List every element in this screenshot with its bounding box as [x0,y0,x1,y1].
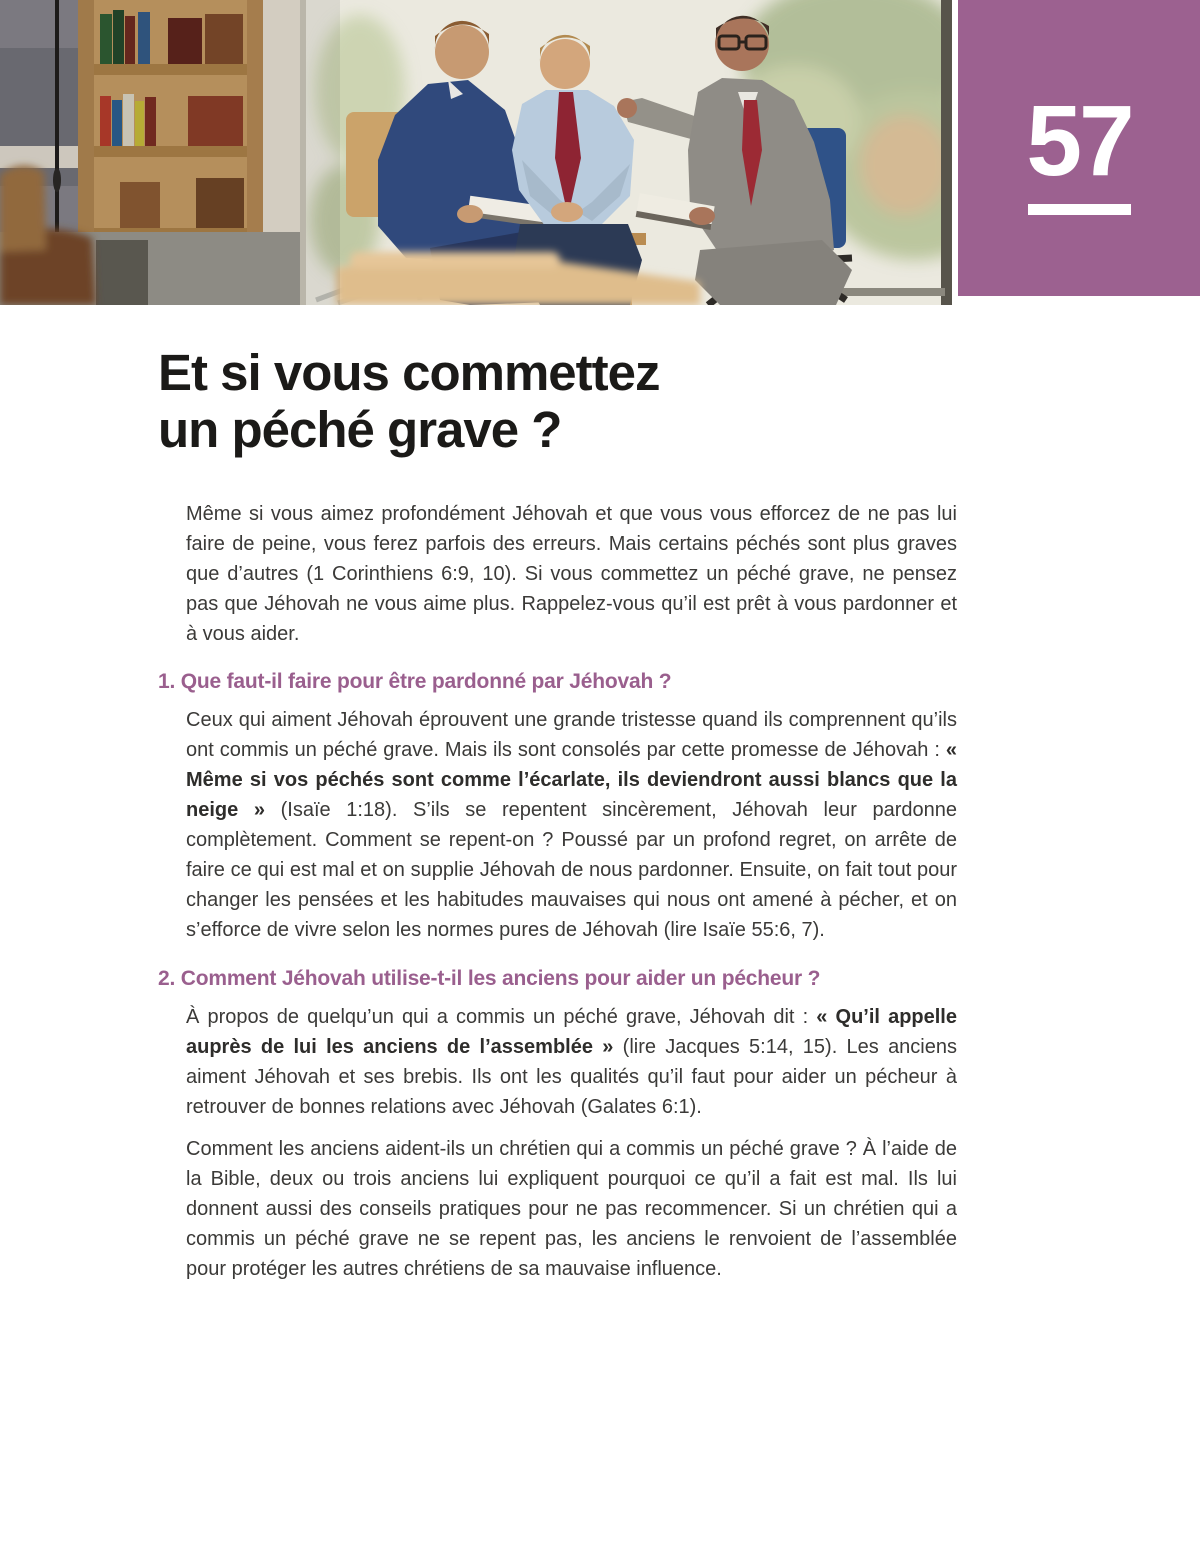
paragraph-text: (lire Jacques 5:14, 15). Les anciens aiment Jéhovah et ses brebis. Ils ont les qualités qu’il faut pour aider un pécheur à retrouver de bonnes relations avec Jéhovah (Galates 6:1). [186,1036,957,1118]
lesson-number-underline [1028,204,1131,215]
section-heading-1: 1. Que faut-il faire pour être pardonné par Jéhovah ? [158,670,672,693]
page-title-line-2: un péché grave ? [158,401,562,458]
page-title [158,344,978,458]
photo-illustration [0,0,952,305]
scripture-quote: « Qu’il appelle auprès de lui les anciens de l’assemblée » [186,1006,957,1058]
vignette [0,0,340,305]
paragraph-text: Comment les anciens aident-ils un chrétien qui a commis un péché grave ? À l’aide de la Bible, deux ou trois anciens lui expliquent pourquoi ce qu’il a fait est mal. Ils lui donnent aussi des conseils pratiques pour ne pas recommencer. Si un chrétien qui a commis un péché grave ne se repent pas, les anciens le renvoient de l’assemblée pour protéger les autres chrétiens de sa mauvaise influence. [186,1138,957,1280]
lesson-number-badge [958,0,1200,296]
paragraph-text: À propos de quelqu’un qui a commis un péché grave, Jéhovah dit : [186,1006,817,1028]
sections-container [158,669,957,1296]
section-heading-2: 2. Comment Jéhovah utilise-t-il les anciens pour aider un pécheur ? [158,967,821,990]
window-frame-right [941,0,952,305]
page-title-line-1: Et si vous commettez [158,344,660,401]
scripture-quote: « Même si vos péchés sont comme l’écarlate, ils deviendront aussi blancs que la neige » [186,739,957,821]
intro-paragraph: Même si vous aimez profondément Jéhovah et que vous vous efforcez de ne pas lui faire de peine, vous ferez parfois des erreurs. Mais certains péchés sont plus graves que d’autres (1 Corinthiens 6:9, 10). Si vous commettez un péché grave, ne pensez pas que Jéhovah ne vous aime plus. Rappelez-vous qu’il est prêt à vous pardonner et à vous aider. [186,503,957,645]
body-paragraph [186,1002,957,1122]
lesson-number: 57 [1026,84,1132,197]
body-paragraph [186,705,957,945]
paragraph-text: (Isaïe 1:18). S’ils se repentent sincèrement, Jéhovah leur pardonne complètement. Comment se repent-on ? Poussé par un profond regret, on arrête de faire ce qui est mal et on supplie Jéhovah de nous pardonner. Ensuite, on fait tout pour changer les pensées et les habitudes mauvaises qui nous ont amené à pécher, et on s’efforce de vivre selon les normes pures de Jéhovah (lire Isaïe 55:6, 7). [186,799,957,941]
paragraph-text: Ceux qui aiment Jéhovah éprouvent une grande tristesse quand ils comprennent qu’ils ont commis un péché grave. Mais ils sont consolés par cette promesse de Jéhovah : [186,709,957,761]
body-paragraph [186,1134,957,1284]
counseling-photo [0,0,952,305]
